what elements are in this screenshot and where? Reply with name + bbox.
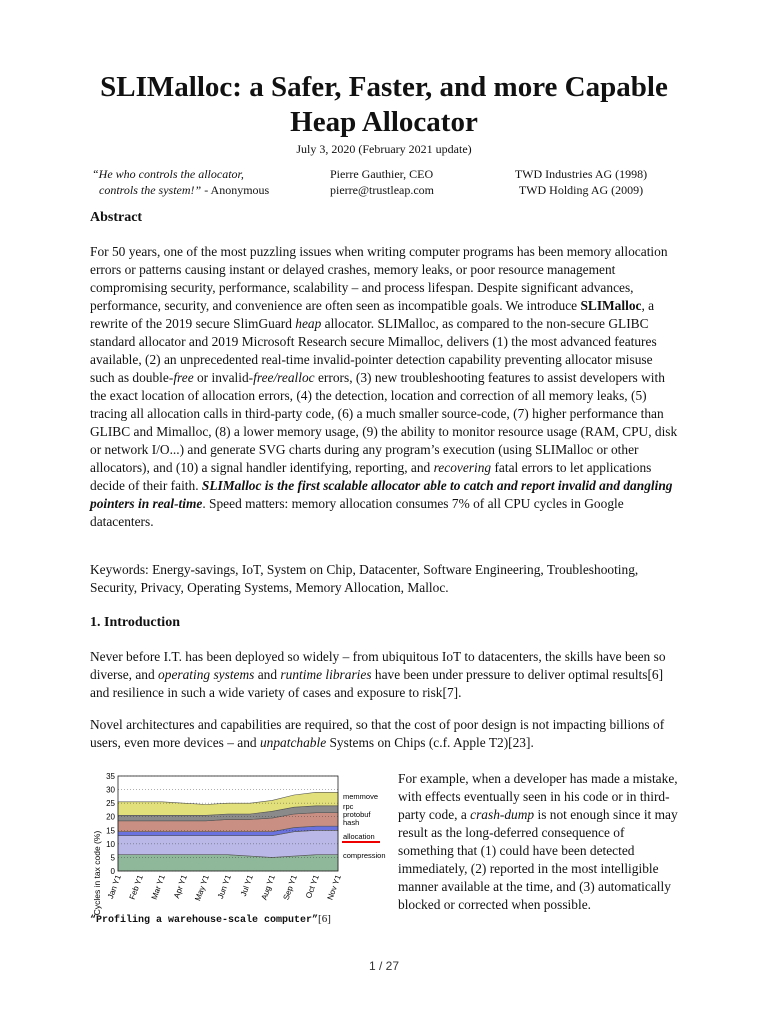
intro-text: have been under pressure to deliver optimal results[6] and resilience in such a wide variety of cases and exposure to risk[7]. bbox=[90, 667, 664, 700]
x-tick-label: Apr Y1 bbox=[172, 873, 189, 900]
intro-text: is not enough since it may result as the long-deferred consequence of something that (1) could have been detected immediately, (2) reported in the most intelligible manner available at the time, and (3) automatically blocked or corrected when possible. bbox=[398, 807, 678, 912]
quote-line-2-text: controls the system!” bbox=[99, 183, 202, 197]
x-tick-label: Mar Y1 bbox=[149, 873, 167, 901]
abstract-free: free bbox=[173, 370, 194, 385]
abstract-slimalloc: SLIMalloc bbox=[580, 298, 642, 313]
company-line-1: TWD Industries AG (1998) bbox=[514, 167, 648, 181]
intro-text: and bbox=[254, 667, 281, 682]
y-tick-label: 25 bbox=[106, 799, 115, 809]
title-line-1: SLIMalloc: a Safer, Faster, and more Capable bbox=[100, 71, 668, 103]
page-number: 1 / 27 bbox=[368, 959, 400, 973]
chart-y-label: Cycles in tax code (%) bbox=[92, 830, 102, 916]
legend-allocation: allocation bbox=[343, 832, 375, 841]
chart-legend bbox=[342, 792, 386, 860]
abstract-text: allocator. SLIMalloc, as compared to the non-secure GLIBC standard allocator and 2019 Microsoft Research secure Mimalloc, delivers (1) the most advanced features available, (2) an unprecedented real-time invalid-pointer detection capability preventing allocator misuse such as double- bbox=[90, 316, 657, 385]
abstract-body bbox=[90, 243, 680, 531]
abstract-heading: Abstract bbox=[90, 210, 143, 225]
abstract-bold-claim: SLIMalloc is the first scalable allocator able to catch and report invalid and dangling pointers in real-time bbox=[90, 478, 673, 511]
y-tick-label: 20 bbox=[106, 812, 115, 822]
intro-text: Systems on Chips (c.f. Apple T2)[23]. bbox=[326, 735, 534, 750]
legend-hash: hash bbox=[343, 818, 360, 827]
abstract-heap: heap bbox=[295, 316, 322, 331]
chart-layers bbox=[118, 792, 338, 871]
abstract-text: or invalid- bbox=[193, 370, 254, 385]
legend-compression: compression bbox=[343, 851, 386, 860]
legend-protobuf: protobuf bbox=[343, 810, 371, 819]
x-tick-label: Jul Y1 bbox=[238, 873, 255, 898]
intro-crash-dump: crash-dump bbox=[470, 807, 535, 822]
legend-memmove: memmove bbox=[343, 792, 379, 801]
paper-title bbox=[0, 70, 768, 140]
x-tick-label: Jan Y1 bbox=[105, 873, 123, 900]
author-name: Pierre Gauthier, CEO bbox=[330, 167, 434, 181]
abstract-text: For 50 years, one of the most puzzling issues when writing computer programs has been memory allocation errors or patterns causing instant or delayed crashes, memory leaks, or poor resource management compromising security, performance, scalability – and process lifespan. Despite significant advances, performance, security, and convenience are often seen as incompatible goals. We introduce bbox=[90, 244, 668, 313]
y-tick-label: 15 bbox=[106, 826, 115, 836]
intro-unpatchable: unpatchable bbox=[259, 735, 327, 750]
x-tick-label: Feb Y1 bbox=[127, 873, 145, 901]
epigraph-quote bbox=[92, 166, 269, 198]
author-email[interactable]: pierre@trustleap.com bbox=[330, 183, 435, 197]
intro-text: For example, when a developer has made a mistake, with effects eventually seen in his code or in third-party code, a bbox=[398, 771, 678, 822]
quote-attribution: - Anonymous bbox=[201, 183, 270, 197]
x-tick-label: Aug Y1 bbox=[259, 873, 277, 902]
intro-operating-systems: operating systems bbox=[158, 667, 255, 682]
x-tick-label: Sep Y1 bbox=[281, 873, 299, 902]
intro-text: Never before I.T. has been deployed so widely – from ubiquitous IoT to datacenters, the skills have been so diverse, and bbox=[90, 649, 666, 682]
x-tick-label: Oct Y1 bbox=[304, 873, 321, 900]
abstract-recovering: recovering bbox=[433, 460, 492, 475]
intro-runtime-libraries: runtime libraries bbox=[280, 667, 372, 682]
company-block bbox=[511, 166, 651, 198]
x-tick-label: May Y1 bbox=[193, 873, 211, 903]
y-tick-label: 10 bbox=[106, 839, 115, 849]
figure-caption bbox=[90, 913, 331, 926]
y-tick-label: 30 bbox=[106, 785, 115, 795]
y-tick-label: 5 bbox=[110, 853, 115, 863]
intro-paragraph-1 bbox=[90, 648, 680, 702]
quote-line-1: “He who controls the allocator, bbox=[92, 167, 244, 181]
keywords: Keywords: Energy-savings, IoT, System on Chip, Datacenter, Software Engineering, Troubleshooting, Security, Privacy, Operating Systems, Memory Allocation, Malloc. bbox=[90, 562, 639, 595]
abstract-text: errors, (3) new troubleshooting features to assist developers with the exact location of allocation errors, (4) the detection, location and correction of all memory leaks, (5) tracing all allocation calls in third-party code, (6) a much smaller source-code, (7) higher performance than GLIBC and Mimalloc, (8) a lower memory usage, (9) the ability to monitor resource usage (RAM, CPU, disk or network I/O...) and generate SVG charts during any program’s execution (using SLIMalloc or other allocators), and (10) a signal handler identifying, reporting, and bbox=[90, 370, 678, 475]
area-compression bbox=[118, 855, 338, 871]
y-tick-label: 35 bbox=[106, 772, 115, 781]
author-block bbox=[330, 166, 434, 198]
legend-rpc: rpc bbox=[343, 802, 354, 811]
abstract-text: fatal errors to let applications decide of their faith. bbox=[90, 460, 652, 493]
intro-paragraph-3 bbox=[398, 770, 680, 914]
abstract-free-realloc: free/realloc bbox=[253, 370, 315, 385]
quote-line-2 bbox=[92, 182, 269, 198]
intro-text: Novel architectures and capabilities are required, so that the cost of poor design is not impacting billions of users, even more devices – and bbox=[90, 717, 665, 750]
publication-date: July 3, 2020 (February 2021 update) bbox=[296, 142, 472, 156]
figure-caption-ref[interactable]: [6] bbox=[318, 913, 331, 925]
abstract-text: . Speed matters: memory allocation consumes 7% of all CPU cycles in Google datacenters. bbox=[90, 496, 624, 529]
abstract-text: , a rewrite of the 2019 secure SlimGuard bbox=[90, 298, 655, 331]
y-tick-label: 0 bbox=[110, 867, 115, 876]
figure-caption-text: “Profiling a warehouse-scale computer” bbox=[90, 915, 319, 926]
company-line-2: TWD Holding AG (2009) bbox=[518, 183, 644, 197]
x-tick-label: Jun Y1 bbox=[215, 873, 233, 900]
intro-paragraph-2 bbox=[90, 716, 680, 752]
introduction-heading: 1. Introduction bbox=[90, 615, 180, 630]
x-tick-label: Nov Y1 bbox=[325, 873, 343, 902]
stacked-area-chart bbox=[88, 768, 388, 928]
title-line-2: Heap Allocator bbox=[290, 106, 478, 138]
